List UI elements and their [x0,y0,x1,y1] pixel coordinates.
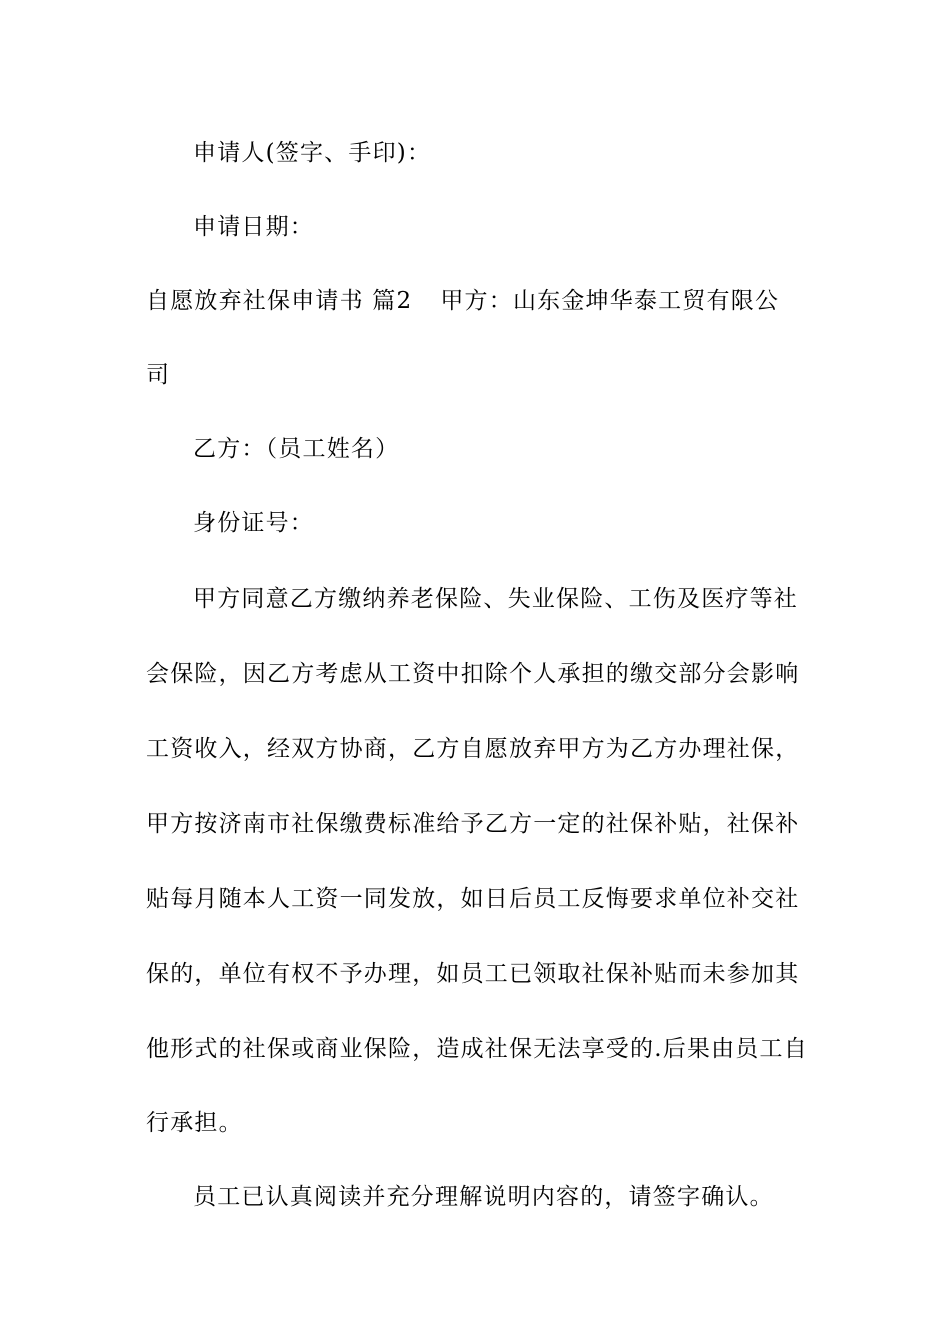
body-paragraph-line: 保的，单位有权不予办理，如员工已领取社保补贴而未参加其 [146,961,800,987]
body-paragraph-line: 他形式的社保或商业保险，造成社保无法享受的.后果由员工自 [146,1036,808,1062]
party-a-continuation: 司 [146,362,171,388]
application-date-line: 申请日期： [193,214,314,240]
section-heading-line [146,286,816,316]
body-paragraph-line: 会保险，因乙方考虑从工资中扣除个人承担的缴交部分会影响 [146,661,800,687]
id-number-line: 身份证号： [193,510,314,536]
section-title: 自愿放弃社保申请书 篇2 [146,288,413,314]
party-a-text: 甲方：山东金坤华泰工贸有限公 [440,288,780,314]
confirmation-line: 员工已认真阅读并充分理解说明内容的，请签字确认。 [193,1184,774,1210]
party-b-line: 乙方：（员工姓名） [193,436,400,462]
applicant-signature-line: 申请人(签字、手印)： [193,140,432,166]
body-paragraph-line: 贴每月随本人工资一同发放，如日后员工反悔要求单位补交社 [146,886,800,912]
body-paragraph-line: 工资收入，经双方协商，乙方自愿放弃甲方为乙方办理社保， [146,736,800,762]
body-paragraph-line: 甲方按济南市社保缴费标准给予乙方一定的社保补贴，社保补 [146,811,800,837]
body-paragraph-line: 甲方同意乙方缴纳养老保险、失业保险、工伤及医疗等社 [193,586,798,612]
body-paragraph-line: 行承担。 [146,1110,243,1136]
